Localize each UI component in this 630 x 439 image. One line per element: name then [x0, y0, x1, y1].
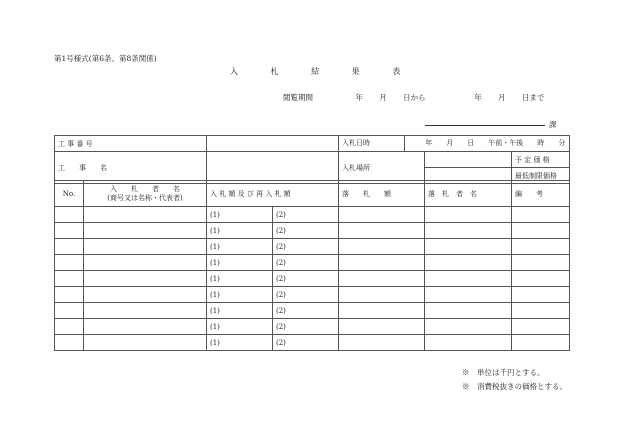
title-char: 結 [311, 67, 320, 76]
planned-price-label: 予 定 価 格 [512, 152, 570, 168]
column-no: No. [55, 181, 84, 207]
table-row [55, 223, 570, 239]
bid-place-label: 入札場所 [339, 152, 425, 184]
period-month: 月 [497, 93, 506, 102]
viewing-period [283, 92, 558, 103]
bid-round-1: (1) [207, 271, 273, 287]
period-year: 年 [474, 93, 482, 102]
min-limit-price-label: 最低制限価格 [512, 168, 570, 184]
table-row [55, 335, 570, 351]
department-underline [425, 125, 545, 126]
period-year: 年 [355, 93, 363, 102]
bid-round-2: (2) [273, 255, 339, 271]
document-title [230, 66, 400, 77]
bid-round-1: (1) [207, 287, 273, 303]
table-row [55, 303, 570, 319]
bidder-table [54, 180, 570, 351]
table-row [55, 271, 570, 287]
title-char: 表 [392, 67, 401, 76]
title-char: 果 [351, 67, 360, 76]
table-row [55, 239, 570, 255]
bid-round-1: (1) [207, 223, 273, 239]
bid-round-2: (2) [273, 207, 339, 223]
column-award-amount: 落 札 額 [339, 181, 425, 207]
table-row [55, 287, 570, 303]
period-month: 月 [379, 93, 387, 102]
form-number: 第1号様式(第6条、第8条関係) [54, 54, 157, 63]
bid-round-2: (2) [273, 335, 339, 351]
project-name-value [207, 152, 339, 184]
note-unit: ※ 単位は千円とする。 [462, 368, 545, 377]
bid-place-value [425, 152, 512, 168]
bid-round-2: (2) [273, 223, 339, 239]
bid-datetime-value: 年 月 日 午前・午後 時 分 [425, 139, 566, 147]
period-day-from: 日から [403, 93, 426, 102]
project-number-label: 工 事 番 号 [55, 136, 207, 152]
column-bidder-sub: (商号又は名称・代表者) [107, 193, 183, 202]
table-row [55, 255, 570, 271]
bid-round-1: (1) [207, 303, 273, 319]
title-char: 札 [270, 67, 279, 76]
bid-round-1: (1) [207, 207, 273, 223]
bid-round-1: (1) [207, 255, 273, 271]
project-name-label: 工 事 名 [55, 152, 207, 184]
column-bid-amount: 入 札 額 及 び 再 入 札 額 [207, 181, 339, 207]
column-remarks: 編 考 [512, 181, 570, 207]
bid-round-2: (2) [273, 239, 339, 255]
column-bidder [84, 181, 207, 207]
bid-datetime [339, 136, 570, 152]
bid-datetime-label: 入札日時 [339, 136, 405, 151]
bid-round-1: (1) [207, 335, 273, 351]
column-bidder-name: 入 札 者 名 [110, 184, 180, 193]
bid-round-2: (2) [273, 271, 339, 287]
title-char: 入 [230, 67, 238, 76]
column-winner-name: 落 札 者 名 [425, 181, 512, 207]
bid-round-2: (2) [273, 287, 339, 303]
project-number-value [207, 136, 339, 152]
bid-round-1: (1) [207, 319, 273, 335]
bid-round-2: (2) [273, 319, 339, 335]
bid-round-2: (2) [273, 303, 339, 319]
bid-results-table [54, 135, 570, 184]
table-row [55, 207, 570, 223]
period-label: 閲覧期間 [283, 93, 313, 102]
note-tax: ※ 消費税抜きの価格とする。 [462, 382, 567, 391]
table-row [55, 319, 570, 335]
period-day-until: 日まで [521, 93, 545, 102]
department-suffix: 課 [549, 120, 557, 129]
bid-round-1: (1) [207, 239, 273, 255]
